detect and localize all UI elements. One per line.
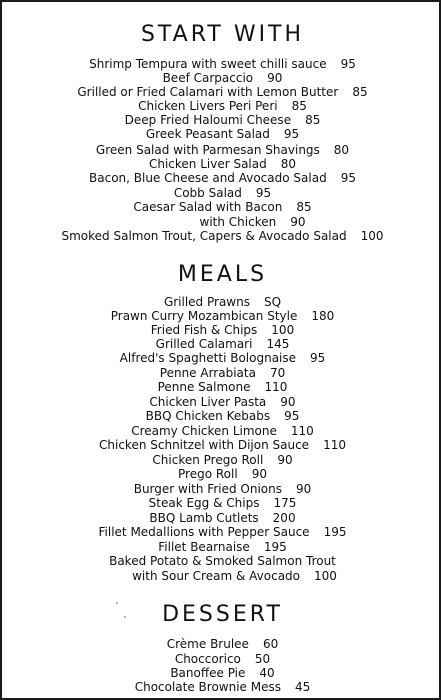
item-name: Chicken Liver Salad (148, 157, 267, 171)
item-price: SQ (263, 295, 282, 309)
item-name: Greek Peasant Salad (145, 127, 270, 141)
menu-item (2, 379, 441, 395)
item-name: Cobb Salad (173, 186, 242, 200)
item-price: 100 (314, 569, 337, 583)
item-price: 90 (280, 395, 296, 409)
item-name: Shrimp Tempura with sweet chilli sauce (89, 57, 327, 71)
menu-item (2, 437, 441, 453)
item-price: 100 (271, 323, 295, 337)
item-price: 90 (277, 453, 293, 467)
item-price: 90 (267, 71, 283, 85)
item-price: 180 (311, 309, 335, 323)
item-price: 90 (251, 467, 267, 481)
item-name: Chicken Prego Roll (152, 453, 264, 467)
menu-item (2, 408, 441, 424)
item-name: Chicken Liver Pasta (149, 395, 267, 409)
item-name: Penne Arrabiata (159, 366, 256, 380)
item-price: 70 (269, 366, 286, 380)
item-name: Deep Fried Haloumi Cheese (124, 113, 292, 127)
menu-item (2, 636, 441, 652)
item-name: Creamy Chicken Limone (131, 424, 277, 438)
item-name: with Sour Cream & Avocado (132, 569, 300, 583)
item-name: Penne Salmone (157, 380, 251, 394)
menu-item (2, 170, 441, 186)
menu-item (2, 199, 441, 215)
item-price: 95 (283, 127, 300, 141)
item-price: 85 (305, 113, 321, 127)
item-name: Burger with Fried Onions (133, 482, 282, 496)
item-name: Chicken Livers Peri Peri (138, 99, 278, 113)
item-name: Grilled Calamari (155, 337, 253, 351)
item-price: 45 (295, 680, 311, 694)
item-name: Caesar Salad with Bacon (133, 200, 283, 214)
item-price: 195 (323, 525, 347, 539)
menu-item (2, 679, 441, 695)
item-price: 175 (273, 496, 297, 510)
item-name: Smoked Salmon Trout, Capers & Avocado Salad (61, 229, 347, 243)
item-name: Steak Egg & Chips (148, 496, 260, 510)
item-price: 95 (340, 171, 356, 185)
item-price: 85 (296, 200, 312, 214)
item-price: 110 (264, 380, 288, 394)
section-title-meals: MEALS (177, 262, 268, 287)
item-price: 95 (310, 351, 326, 365)
item-price: 200 (272, 511, 296, 525)
item-name: Grilled or Fried Calamari with Lemon Butter (77, 85, 339, 99)
item-name: BBQ Chicken Kebabs (145, 409, 271, 423)
menu-item (2, 495, 441, 511)
menu-item (2, 228, 441, 244)
item-price: 95 (340, 57, 356, 71)
item-name: Choccorico (174, 652, 241, 666)
item-price: 50 (254, 652, 271, 666)
section-title-dessert: DESSERT (162, 602, 283, 627)
item-name: Baked Potato & Smoked Salmon Trout (109, 554, 336, 568)
menu-item (14, 568, 441, 584)
item-price: 95 (284, 409, 300, 423)
menu-item (2, 350, 441, 366)
item-price: 145 (266, 337, 290, 351)
menu-item (2, 466, 441, 482)
item-name: Bacon, Blue Cheese and Avocado Salad (89, 171, 327, 185)
item-name: Crème Brulee (166, 637, 249, 651)
menu-item (2, 553, 441, 569)
item-price: 85 (352, 85, 368, 99)
item-name: Beef Carpaccio (162, 71, 254, 85)
item-name: Banoffee Pie (170, 666, 246, 680)
item-price: 90 (296, 482, 312, 496)
item-price: 80 (280, 157, 297, 171)
item-name: Chocolate Brownie Mess (134, 680, 281, 694)
item-name: BBQ Lamb Cutlets (149, 511, 259, 525)
item-price: 60 (262, 637, 279, 651)
item-price: 110 (290, 424, 314, 438)
item-price: 40 (259, 666, 275, 680)
item-name: Prawn Curry Mozambican Style (110, 309, 298, 323)
item-name: Alfred's Spaghetti Bolognaise (119, 351, 297, 365)
item-price: 110 (323, 438, 346, 452)
item-price: 100 (360, 229, 384, 243)
item-name: with Chicken (199, 215, 277, 229)
menu-item (2, 126, 441, 142)
item-name: Green Salad with Parmesan Shavings (95, 143, 320, 157)
item-name: Prego Roll (178, 467, 238, 481)
item-price: 95 (255, 186, 272, 200)
item-name: Grilled Prawns (163, 295, 250, 309)
item-price: 85 (291, 99, 307, 113)
item-price: 80 (333, 143, 350, 157)
item-name: Fried Fish & Chips (150, 323, 258, 337)
menu-item (2, 524, 441, 540)
item-name: Fillet Bearnaise (158, 540, 250, 554)
section-title-start-with: START WITH (140, 22, 305, 47)
item-price: 90 (290, 215, 306, 229)
item-price: 195 (263, 540, 287, 554)
item-name: Fillet Medallions with Pepper Sauce (98, 525, 310, 539)
item-name: Chicken Schnitzel with Dijon Sauce (99, 438, 310, 452)
